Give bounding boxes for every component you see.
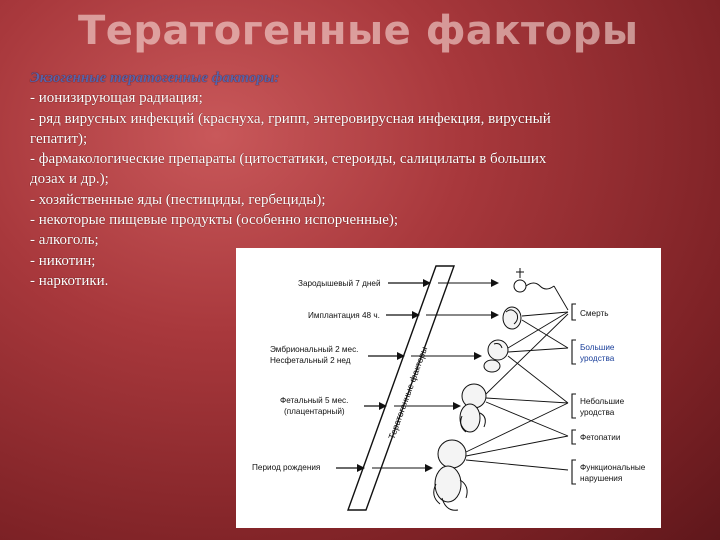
zygote-icon (514, 280, 554, 292)
list-item: - хозяйственные яды (пестициды, гербециды); (30, 191, 326, 208)
outcome-bracket (572, 340, 576, 364)
embryo-early-icon (503, 307, 521, 329)
outcome-bracket (572, 430, 576, 444)
outcome-bracket (572, 394, 576, 418)
outcome-line (486, 398, 568, 403)
outcome-minor-line2: уродства (580, 408, 615, 417)
stage-label-germinal: Зародышевый 7 дней (298, 279, 381, 288)
outcome-line (522, 312, 568, 316)
outcome-functional-line2: нарушения (580, 474, 623, 483)
stage-label-nonfetal: Несфетальный 2 нед (270, 356, 351, 365)
list-item: - наркотики. (30, 272, 109, 289)
stage-label-fetal: Фетальный 5 мес. (280, 396, 349, 405)
teratogenesis-diagram (236, 248, 661, 528)
list-item: - фармакологические препараты (цитостатики, стероиды, салицилаты в больших (30, 151, 547, 168)
fetus-icon (460, 384, 486, 432)
list-item: - ионизирующая радиация; (30, 90, 203, 107)
outcome-line (508, 356, 568, 403)
outcome-major-line1: Большие (580, 343, 615, 352)
outcome-minor-line1: Небольшие (580, 397, 625, 406)
outcome-bracket (572, 304, 576, 320)
cross-icon (516, 268, 524, 278)
outcome-functional-line1: Функциональные (580, 463, 646, 472)
outcome-line (522, 320, 568, 348)
slide-title: Тератогенные факторы (78, 8, 639, 54)
list-item: гепатит); (30, 130, 88, 147)
stage-label-implantation: Имплантация 48 ч. (308, 311, 380, 320)
list-item: - алкоголь; (30, 232, 99, 249)
list-item: - некоторые пищевые продукты (особенно испорченные); (30, 212, 399, 229)
stage-label-placental: (плацентарный) (284, 407, 345, 416)
stage-label-embryonic: Эмбриональный 2 мес. (270, 345, 359, 354)
outcome-line (486, 402, 568, 436)
stage-label-birth: Период рождения (252, 463, 321, 472)
list-item: - никотин; (30, 252, 96, 269)
outcome-line (466, 403, 568, 452)
newborn-icon (434, 440, 467, 510)
embryo-icon (484, 340, 508, 372)
list-heading: Экзогенные тератогенные факторы: (30, 70, 280, 86)
list-item: дозах и др.); (30, 171, 109, 188)
outcome-line (554, 286, 568, 310)
outcome-fetopathy: Фетопатии (580, 433, 621, 442)
list-item: - ряд вирусных инфекций (краснуха, грипп, энтеровирусная инфекция, вирусный (30, 110, 551, 127)
band-label: Тератогенные факторы (386, 345, 430, 441)
outcome-line (466, 460, 568, 470)
outcome-bracket (572, 460, 576, 484)
outcome-death: Смерть (580, 309, 609, 318)
outcome-line (508, 348, 568, 352)
outcome-major-line2: уродства (580, 354, 615, 363)
outcome-line (466, 436, 568, 456)
